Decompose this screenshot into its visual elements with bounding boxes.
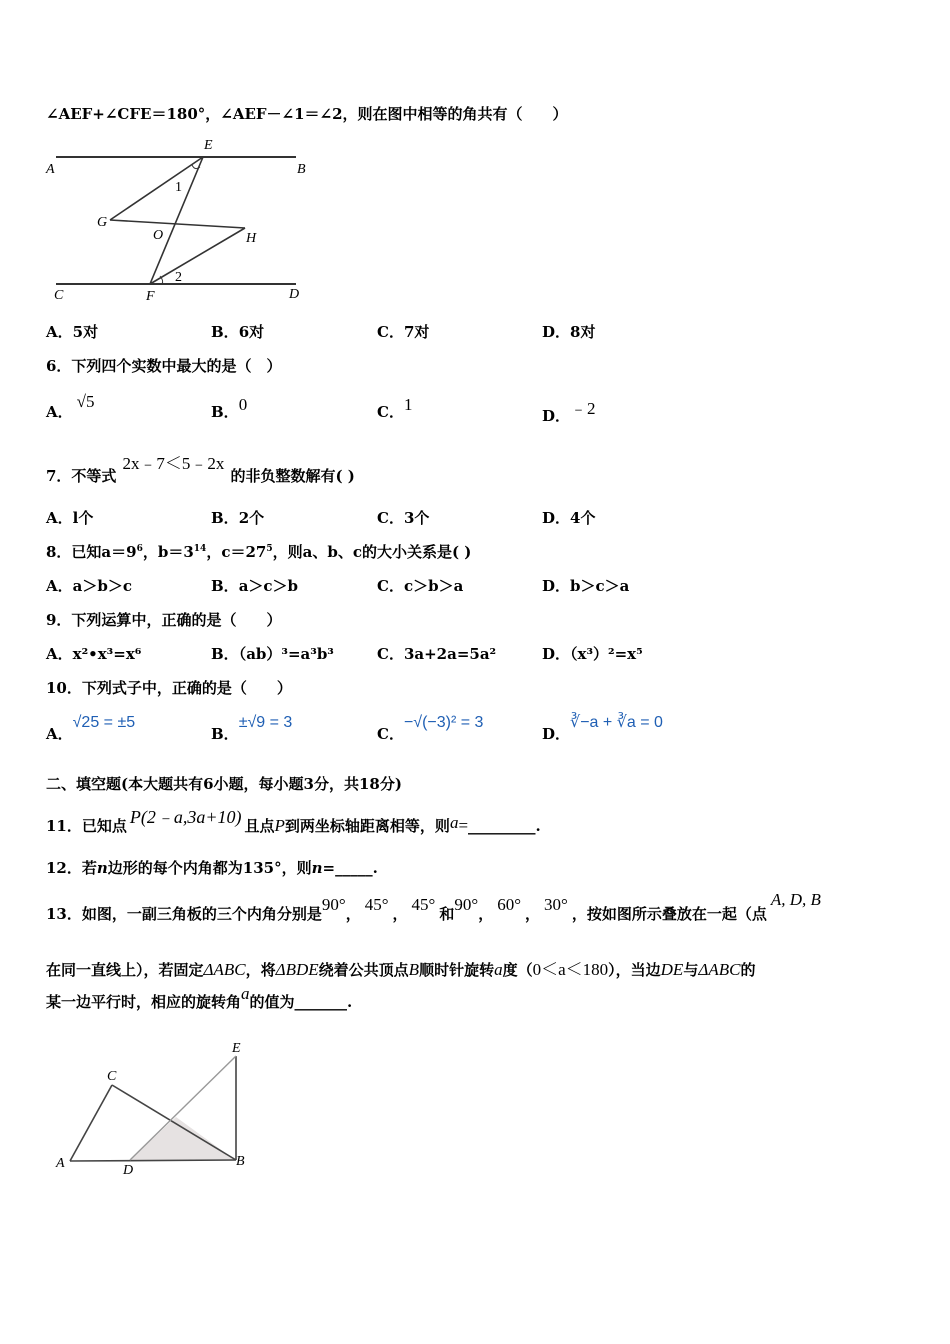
segment-ef bbox=[150, 157, 203, 284]
q8-stem: 8．已知$a=9^6$，$b=3^{14}$，$c=27^5$，则a、b、c的大小关系是( ) bbox=[46, 543, 472, 561]
fig-label-c: C bbox=[107, 1069, 117, 1084]
label-d: D bbox=[289, 287, 300, 302]
q6-option-a[interactable]: A．√5 bbox=[46, 392, 95, 421]
q6-option-d[interactable]: D．﹣2 bbox=[542, 399, 596, 425]
q11-answer-blank[interactable]: _________ bbox=[468, 817, 536, 835]
overlap-region-shading bbox=[130, 1117, 235, 1160]
fig-label-a: A bbox=[56, 1156, 65, 1171]
point-p-expr: P(2﹣a,3a+10) bbox=[129, 807, 242, 827]
segment-gh bbox=[110, 220, 245, 228]
q6-option-b[interactable]: B．0 bbox=[211, 395, 248, 421]
q8-option-c[interactable]: C．c＞b＞a bbox=[377, 577, 464, 595]
label-f: F bbox=[146, 289, 155, 303]
q13-stem-line1: 13．如图，一副三角板的三个内角分别是90°， 45° ， 45° 和90°， 60° ， 30° ，按如图所示叠放在一起（点A, D, B bbox=[46, 890, 821, 923]
label-e: E bbox=[204, 138, 213, 153]
q5-option-d[interactable]: D．8对 bbox=[542, 323, 596, 341]
q9-option-b[interactable]: B．（ab）³=a³b³ bbox=[211, 645, 334, 663]
q13-stem-line2: 在同一直线上），若固定ΔABC，将ΔBDE绕着公共顶点B顺时针旋转a度（0＜a＜180），当边DE与ΔABC的 bbox=[46, 960, 756, 979]
q11-stem: 11．已知点 P(2﹣a,3a+10) 且点P到两坐标轴距离相等，则a=_________. bbox=[46, 807, 541, 835]
label-g: G bbox=[97, 215, 108, 230]
label-a: A bbox=[46, 162, 55, 177]
q13-figure bbox=[50, 1040, 260, 1180]
q13-answer-blank[interactable]: _______ bbox=[294, 993, 348, 1011]
q12-stem: 12．若n边形的每个内角都为135°，则n=_____. bbox=[46, 859, 378, 877]
q5-option-b[interactable]: B．6对 bbox=[211, 323, 265, 341]
q7-option-b[interactable]: B．2个 bbox=[211, 509, 265, 527]
q8-option-b[interactable]: B．a＞c＞b bbox=[211, 577, 299, 595]
fig-label-b: B bbox=[236, 1154, 245, 1169]
label-angle-2: 2 bbox=[175, 270, 182, 285]
q5-option-a[interactable]: A．5对 bbox=[46, 323, 99, 341]
q10-option-a[interactable]: A．√25 = ±5 bbox=[46, 714, 136, 743]
label-o: O bbox=[153, 228, 164, 243]
label-angle-1: 1 bbox=[175, 180, 182, 195]
label-h: H bbox=[246, 231, 257, 246]
q10-option-d[interactable]: D．∛−a + ∛a = 0 bbox=[542, 714, 663, 743]
fig-label-d: D bbox=[123, 1163, 134, 1178]
inequality-expr: 2x﹣7＜5﹣2x bbox=[122, 454, 225, 473]
q10-stem: 10．下列式子中，正确的是（ ） bbox=[46, 679, 292, 697]
q9-option-d[interactable]: D．（x³）²=x⁵ bbox=[542, 645, 643, 663]
q6-option-c[interactable]: C．1 bbox=[377, 395, 413, 421]
segment-ac bbox=[70, 1085, 112, 1161]
q5-stem: ∠AEF+∠CFE＝180°，∠AEF－∠1＝∠2，则在图中相等的角共有（ ） bbox=[46, 105, 568, 123]
label-c: C bbox=[54, 288, 64, 303]
q7-stem: 7．不等式2x﹣7＜5﹣2x的非负整数解有( ) bbox=[46, 454, 355, 485]
q12-answer-blank[interactable]: _____ bbox=[335, 859, 373, 877]
section-2-heading: 二、填空题(本大题共有6小题，每小题3分，共18分) bbox=[46, 775, 402, 793]
q7-option-a[interactable]: A．l个 bbox=[46, 509, 94, 527]
sqrt5-expr: √5 bbox=[76, 392, 95, 411]
q7-option-d[interactable]: D．4个 bbox=[542, 509, 596, 527]
q8-option-a[interactable]: A．a＞b＞c bbox=[46, 577, 132, 595]
q13-stem-line3: 某一边平行时，相应的旋转角a的值为_______. bbox=[46, 984, 353, 1011]
segment-ab bbox=[70, 1160, 236, 1161]
fig-label-e: E bbox=[232, 1041, 241, 1056]
q6-stem: 6．下列四个实数中最大的是（ ） bbox=[46, 357, 282, 375]
q5-figure bbox=[40, 133, 320, 303]
q5-option-c[interactable]: C．7对 bbox=[377, 323, 430, 341]
q9-option-a[interactable]: A．x²•x³=x⁶ bbox=[46, 645, 142, 663]
q7-option-c[interactable]: C．3个 bbox=[377, 509, 430, 527]
q9-stem: 9．下列运算中，正确的是（ ） bbox=[46, 611, 282, 629]
q9-option-c[interactable]: C．3a+2a=5a² bbox=[377, 645, 497, 663]
q10-option-b[interactable]: B．±√9 = 3 bbox=[211, 714, 293, 743]
label-b: B bbox=[297, 162, 306, 177]
q8-option-d[interactable]: D．b＞c＞a bbox=[542, 577, 630, 595]
segment-hf bbox=[150, 228, 245, 284]
q10-option-c[interactable]: C．−√(−3)² = 3 bbox=[377, 714, 484, 743]
